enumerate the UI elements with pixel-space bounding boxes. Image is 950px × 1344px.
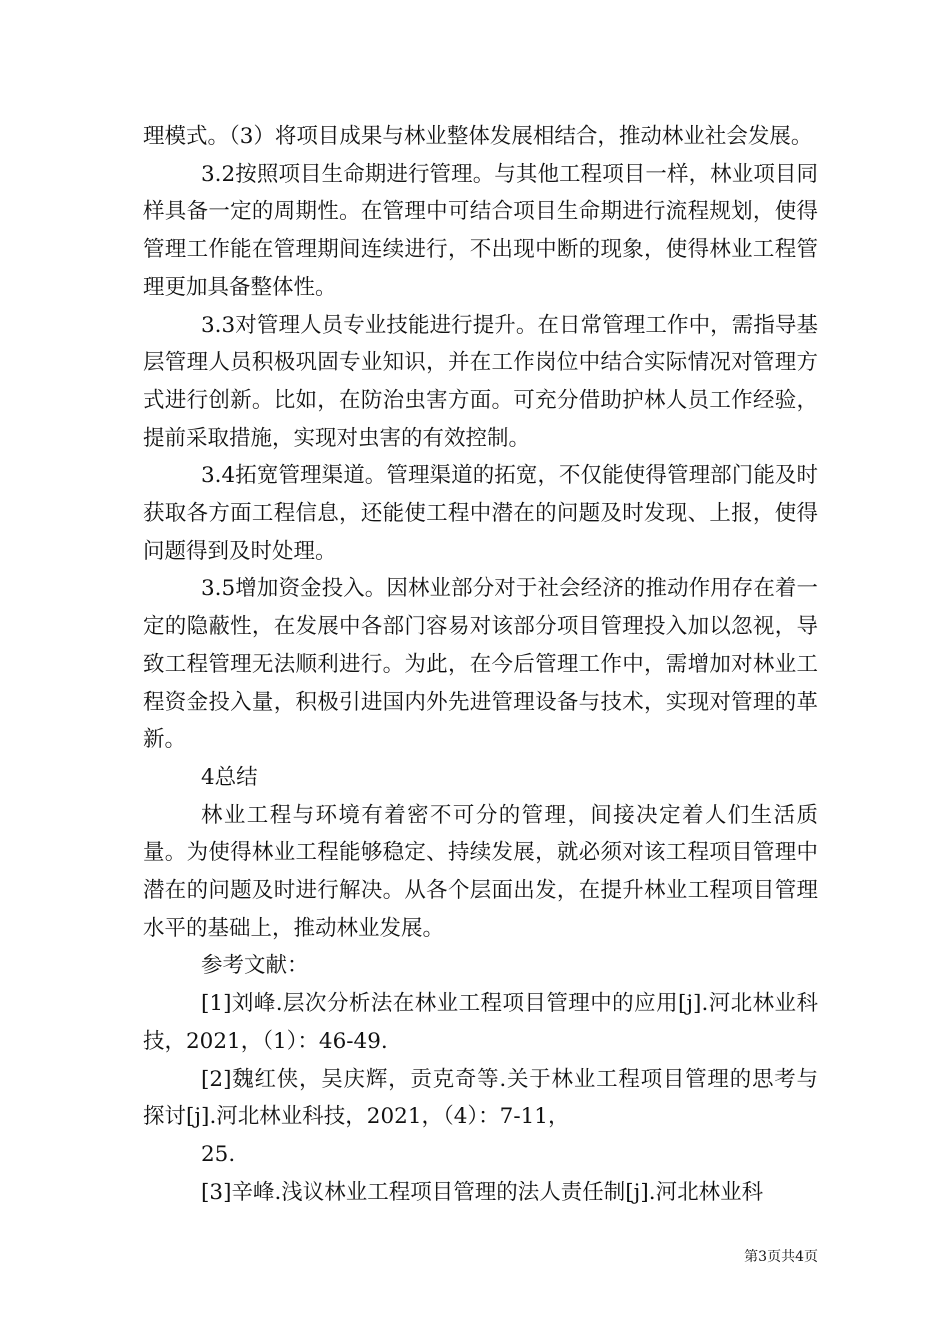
- paragraph-1: 理模式。（3）将项目成果与林业整体发展相结合，推动林业社会发展。: [143, 124, 813, 149]
- paragraph-4: 3.4拓宽管理渠道。管理渠道的拓宽，不仅能使得管理部门能及时获取各方面工程信息，还能使工程中潜在的问题及时发现、上报，使得问题得到及时处理。: [143, 463, 818, 564]
- reference-3: [3]辛峰.浅议林业工程项目管理的法人责任制[j].河北林业科: [201, 1179, 764, 1205]
- references-heading: 参考文献：: [201, 953, 309, 979]
- reference-2: [2]魏红侠，吴庆辉，贡克奇等.关于林业工程项目管理的思考与探讨[j].河北林业科技，2021，（4）：7-11，: [143, 1066, 818, 1130]
- paragraph-5: 3.5增加资金投入。因林业部分对于社会经济的推动作用存在着一定的隐蔽性，在发展中各部门容易对该部分项目管理投入加以忽视，导致工程管理无法顺利进行。为此，在今后管理工作中，需增加对林业工程资金投入量，积极引进国内外先进管理设备与技术，实现对管理的革新。: [143, 576, 818, 753]
- reference-2-continued: 25.: [201, 1141, 236, 1167]
- paragraph-2: 3.2按照项目生命期进行管理。与其他工程项目一样，林业项目同样具备一定的周期性。在管理中可结合项目生命期进行流程规划，使得管理工作能在管理期间连续进行，不出现中断的现象，使得林业工程管理更加具备整体性。: [143, 161, 818, 300]
- reference-1: [1]刘峰.层次分析法在林业工程项目管理中的应用[j].河北林业科技，2021，（1）：46-49.: [143, 991, 818, 1054]
- page-number-footer: 第3页共4页: [744, 1249, 818, 1265]
- paragraph-summary: 林业工程与环境有着密不可分的管理，间接决定着人们生活质量。为使得林业工程能够稳定、持续发展，就必须对该工程项目管理中潜在的问题及时进行解决。从各个层面出发，在提升林业工程项目管理水平的基础上，推动林业发展。: [143, 802, 818, 941]
- paragraph-3: 3.3对管理人员专业技能进行提升。在日常管理工作中，需指导基层管理人员积极巩固专业知识，并在工作岗位中结合实际情况对管理方式进行创新。比如，在防治虫害方面。可充分借助护林人员工作经验，提前采取措施，实现对虫害的有效控制。: [143, 312, 818, 451]
- section-heading-summary: 4总结: [201, 764, 258, 790]
- body-text: [143, 118, 818, 1211]
